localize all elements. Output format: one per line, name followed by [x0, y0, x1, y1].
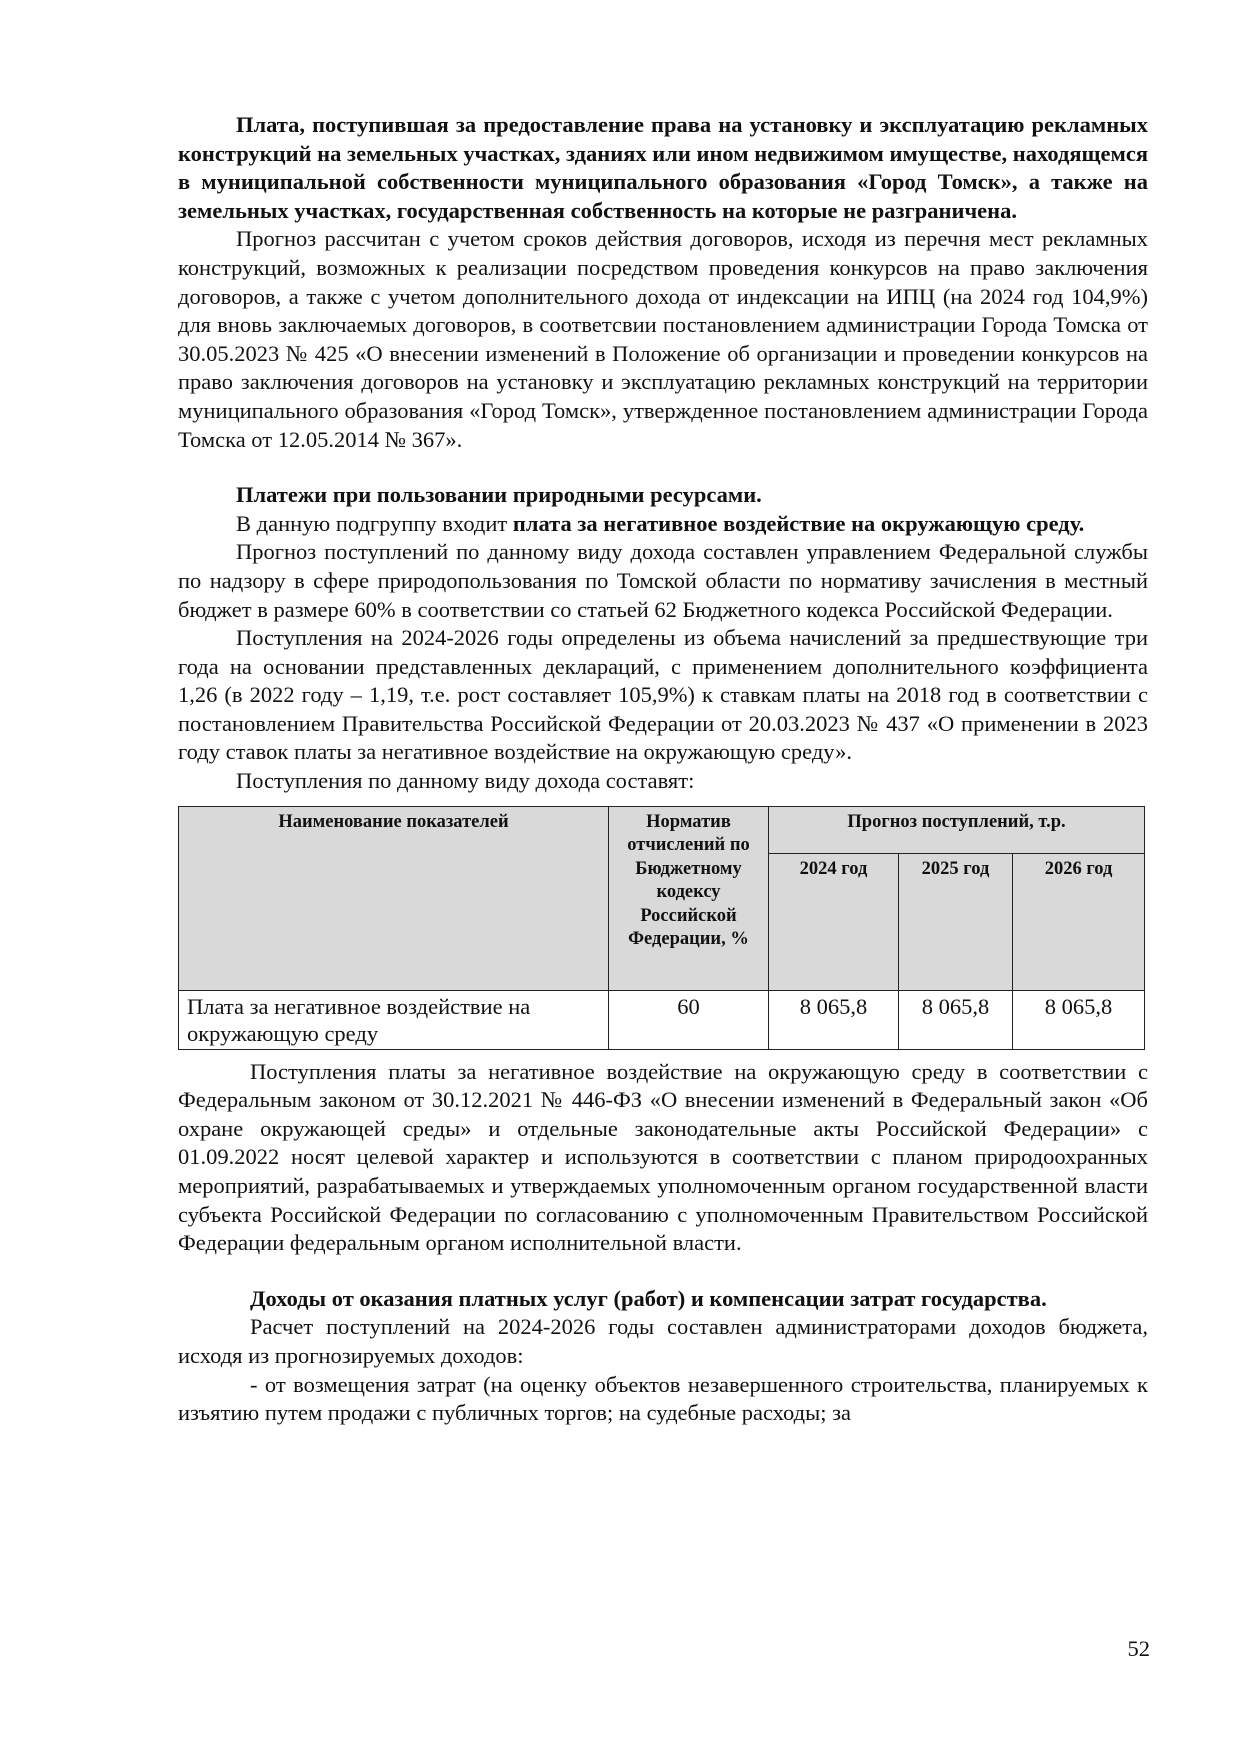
paragraph-receipts-basis: Поступления на 2024-2026 годы определены из объема начислений за предшествующие три года на основании представленных деклараций, с применением дополнительного коэффициента 1,26 (в 2022 году – 1,19, т.е. рост составляет 105,9%) к ставкам платы на 2018 год в соответствии с постановлением Правительства Российской Федерации от 20.03.2023 № 437 «О применении в 2023 году ставок платы за негативное воздействие на окружающую среду». [178, 625, 1148, 765]
row-name: Плата за негативное воздействие на окружающую среду [179, 990, 609, 1049]
section-heading-paid-services: Доходы от оказания платных услуг (работ) и компенсации затрат государства. [250, 1285, 1047, 1311]
table-header-row [179, 806, 1145, 853]
paragraph-subgroup [178, 510, 1148, 539]
section-heading-natural-resources: Платежи при пользовании природными ресурсами. [236, 482, 762, 508]
paragraph-targeted-use: Поступления платы за негативное воздействие на окружающую среду в соответствии с Федеральным законом от 30.12.2021 № 446-ФЗ «О внесении изменений в Федеральный закон «Об охране окружающей среды» и отдельные законодательные акты Российской Федерации» с 01.09.2022 носят целевой характер и используются в соответствии с планом природоохранных мероприятий, разрабатываемых и утверждаемых уполномоченным органом государственной власти субъекта Российской Федерации по согласованию с уполномоченным Правительством Российской Федерации федеральным органом исполнительной власти. [178, 1058, 1148, 1256]
receipts-table [178, 806, 1145, 1050]
header-year-2025: 2025 год [899, 853, 1013, 990]
row-value-2025: 8 065,8 [899, 990, 1013, 1049]
paragraph-calculation: Расчет поступлений на 2024-2026 годы составлен администраторами доходов бюджета, исходя из прогнозируемых доходов: [178, 1314, 1148, 1368]
row-value-2026: 8 065,8 [1013, 990, 1145, 1049]
paragraph-receipts-intro: Поступления по данному виду дохода составят: [236, 768, 695, 794]
row-value-2024: 8 065,8 [769, 990, 899, 1049]
header-year-2024: 2024 год [769, 853, 899, 990]
header-forecast: Прогноз поступлений, т.р. [769, 806, 1145, 853]
header-normative: Норматив отчислений по Бюджетному кодексу Российской Федерации, % [609, 806, 769, 990]
page-number: 52 [1127, 1636, 1150, 1661]
page-content [178, 111, 1148, 1428]
section-heading-advertising: Плата, поступившая за предоставление права на установку и эксплуатацию рекламных конструкций на земельных участках, зданиях или ином недвижимом имуществе, находящемся в муниципальной собственности муниципального образования «Город Томск», а также на земельных участках, государственная собственность на которые не разграничена. [178, 112, 1148, 223]
paragraph-forecast-source: Прогноз поступлений по данному виду дохода составлен управлением Федеральной службы по надзору в сфере природопользования по Томской области по нормативу зачисления в местный бюджет в размере 60% в соответствии со статьей 62 Бюджетного кодекса Российской Федерации. [178, 539, 1148, 622]
paragraph-advertising-forecast: Прогноз рассчитан с учетом сроков действия договоров, исходя из перечня мест рекламных конструкций, возможных к реализации посредством проведения конкурсов на право заключения договоров, а также с учетом дополнительного дохода от индексации на ИПЦ (на 2024 год 104,9%) для вновь заключаемых договоров, в соответсвии постановлением администрации Города Томска от 30.05.2023 № 425 «О внесении изменений в Положение об организации и проведении конкурсов на право заключения договоров на установку и эксплуатацию рекламных конструкций на территории муниципального образования «Город Томск», утвержденное постановлением администрации Города Томска от 12.05.2014 № 367». [178, 226, 1148, 452]
subgroup-bold-text: плата за негативное воздействие на окружающую среду. [512, 510, 1085, 536]
row-normative: 60 [609, 990, 769, 1049]
header-year-2026: 2026 год [1013, 853, 1145, 990]
paragraph-cost-recovery: - от возмещения затрат (на оценку объектов незавершенного строительства, планируемых к изъятию путем продажи с публичных торгов; на судебные расходы; за [178, 1371, 1148, 1426]
table-row [179, 990, 1145, 1049]
subgroup-text: В данную подгруппу входит [236, 510, 513, 536]
header-indicator-name: Наименование показателей [179, 806, 609, 990]
